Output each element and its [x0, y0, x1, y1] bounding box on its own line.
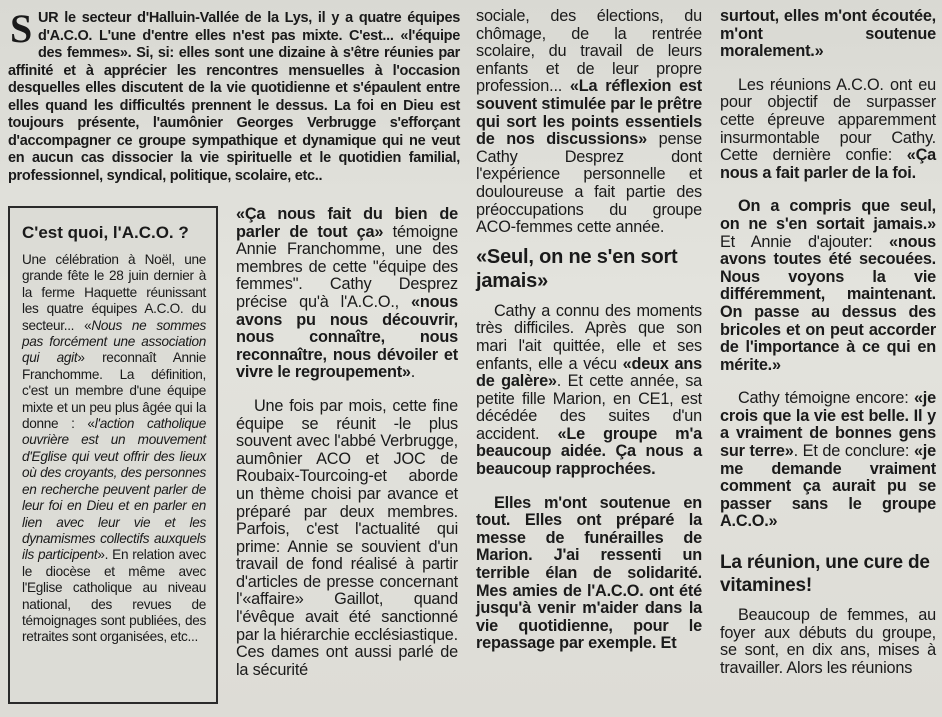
col4-paragraph-2	[720, 77, 936, 183]
col4-text-4: . Et de conclure:	[793, 442, 914, 461]
col3-text-3: Cathy a connu des moments très difficiles. Après que son mari l'ait quittée, elle et ses enfants, elle a vécu	[476, 301, 702, 373]
col3-paragraph-2	[476, 303, 702, 479]
col2-quote-2: «nous avons pu nous découvrir, nous connaître, nous reconnaître, nous dévoiler et vivre le regroupement»	[236, 292, 458, 382]
col3-text-1: sociale, des élections, du chômage, de la rentrée scolaire, du travail de leurs enfants et de leur propre profession...	[476, 7, 702, 96]
intro-text: UR le secteur d'Halluin-Vallée de la Lys, il y a quatre équipes d'A.C.O. L'une d'entre elles n'est pas mixte. C'est... «l'équipe des femmes». Si, si: elles sont une dizaine à s'être réunies par affinité et à apprécier les rencontres mensuelles à l'occasion desquelles elles discutent de la vie quotidienne et s'épaulent entre elles quand les difficultés prennent le dessus. La foi en Dieu est toujours présente, l'aumônier Georges Verbrugge s'efforçant d'accompagner ce groupe sympathique et dynamique qui ne veut en aucun cas dissocier la vie spirituelle et le quotidien familial, professionnel, syndical, politique, scolaire, etc..	[8, 10, 460, 184]
col4-subheading: La réunion, une cure de vitamines!	[720, 552, 930, 597]
col2-quote-1: «Ça nous fait du bien de parler de tout ça»	[236, 205, 458, 241]
column-4	[720, 8, 936, 677]
column-2	[236, 206, 458, 679]
col4-paragraph-4	[720, 390, 936, 531]
sidebar-quote-1: Nous ne sommes pas forcément une association qui agit	[22, 317, 206, 366]
col4-quote-2: On a compris que seul, on ne s'en sortait jamais.»	[720, 197, 936, 233]
sidebar-text-3: ». En relation avec le diocèse et même avec l'Eglise catholique au niveau national, des revues de témoignages sont publiées, des retraites sont organisées, etc...	[22, 547, 206, 645]
sidebar-text	[22, 252, 206, 646]
col4-quote-5: «je me demande vraiment comment ça aurait pu se passer sans le groupe A.C.O.»	[720, 442, 936, 531]
col4-quote-4: «je crois que la vie est belle. Il y a vraiment de bonnes gens sur terre»	[720, 389, 936, 461]
col2-text-1: témoigne Annie Franchomme, une des membres de cette "équipe des femmes". Cathy Desprez précise qu'à l'A.C.O.,	[236, 222, 458, 311]
col4-quote-1: «Ça nous a fait parler de la foi.	[720, 146, 936, 182]
col2-text-2: .	[410, 363, 416, 382]
col3-quote-2: «deux ans de galère»	[476, 354, 702, 391]
column-3	[476, 8, 702, 653]
col4-text-1: Les réunions A.C.O. ont eu pour objectif de surpasser cette épreuve apparemment insurmontable pour Cathy. Cette dernière confie:	[720, 75, 936, 165]
col3-text-4: . Et cette année, sa petite fille Marion, en CE1, est décédée des suites d'un accident.	[476, 372, 702, 443]
intro-paragraph	[8, 6, 460, 185]
dropcap: S	[10, 6, 32, 51]
sidebar-title: C'est quoi, l'A.C.O. ?	[22, 223, 189, 242]
sidebar-box	[8, 206, 218, 704]
col4-text-2: Et Annie d'ajouter:	[720, 232, 890, 251]
col3-paragraph-1	[476, 8, 702, 237]
col2-paragraph-2: Une fois par mois, cette fine équipe se réunit -le plus souvent avec l'abbé Verbrugge, aumônier ACO et JOC de Roubaix-Tourcoing-et aborde un thème choisi par avance et préparé par deux membres. Parfois, c'est l'actualité qui prime: Annie se souvient d'un travail de fond réalisé à partir d'articles de presse concernant l'«affaire» Gaillot, quand l'évêque avait été sanctionné par la hiérarchie ecclésiastique. Ces dames ont aussi parlé de la sécurité	[236, 396, 458, 679]
col3-quote-1: «La réflexion est souvent stimulée par le prêtre qui sort les points essentiels de nos discussions»	[476, 77, 703, 149]
col4-paragraph-3	[720, 198, 936, 374]
col4-paragraph-1: surtout, elles m'ont écoutée, m'ont soutenue moralement.»	[720, 7, 936, 61]
sidebar-text-1: Une célébration à Noël, une grande fête le 28 juin dernier à la ferme Haquette réunissant les quatre équipes A.C.O. du secteur... «	[22, 252, 206, 333]
col4-paragraph-5: Beaucoup de femmes, au foyer aux débuts du groupe, se sont, en dix ans, mises à travailler. Alors les réunions	[720, 606, 936, 677]
col3-quote-3: «Le groupe m'a beaucoup aidée. Ça nous a beaucoup rapprochées.	[476, 424, 702, 479]
col4-quote-3: «nous avons toutes été secouées. Nous voyons la vie différemment, maintenant. On passe au dessus des bricoles et on peut accorder de l'importance à ce qui en mérite.»	[720, 232, 936, 374]
col2-paragraph-1	[236, 206, 458, 382]
sidebar-text-2: » reconnaît Annie Franchomme. La définition, c'est un membre d'une équipe mixte et un peu plus âgée qui la donne : «	[22, 350, 206, 432]
sidebar-quote-2: l'action catholique ouvrière est un mouvement d'Eglise qui veut offrir des lieux où des croyants, des personnes en recherche peuvent parler de leur foi en Dieu et en parler en lien avec leur vie et les dynamismes collectifs auxquels ils participent	[22, 416, 206, 563]
col3-text-2: pense Cathy Desprez dont l'expérience personnelle et douloureuse a fait partie des préoccupations du groupe ACO-femmes cette année.	[476, 130, 703, 237]
col3-paragraph-3: Elles m'ont soutenue en tout. Elles ont préparé la messe de funérailles de Marion. J'ai ressenti un terrible élan de solidarité. Mes amies de l'A.C.O. ont été jusqu'à venir m'aider dans la vie quotidienne, pour le repassage par exemple. Et	[476, 493, 702, 653]
col3-subheading: «Seul, on ne s'en sort jamais»	[476, 245, 678, 292]
col4-text-3: Cathy témoigne encore:	[738, 389, 914, 408]
